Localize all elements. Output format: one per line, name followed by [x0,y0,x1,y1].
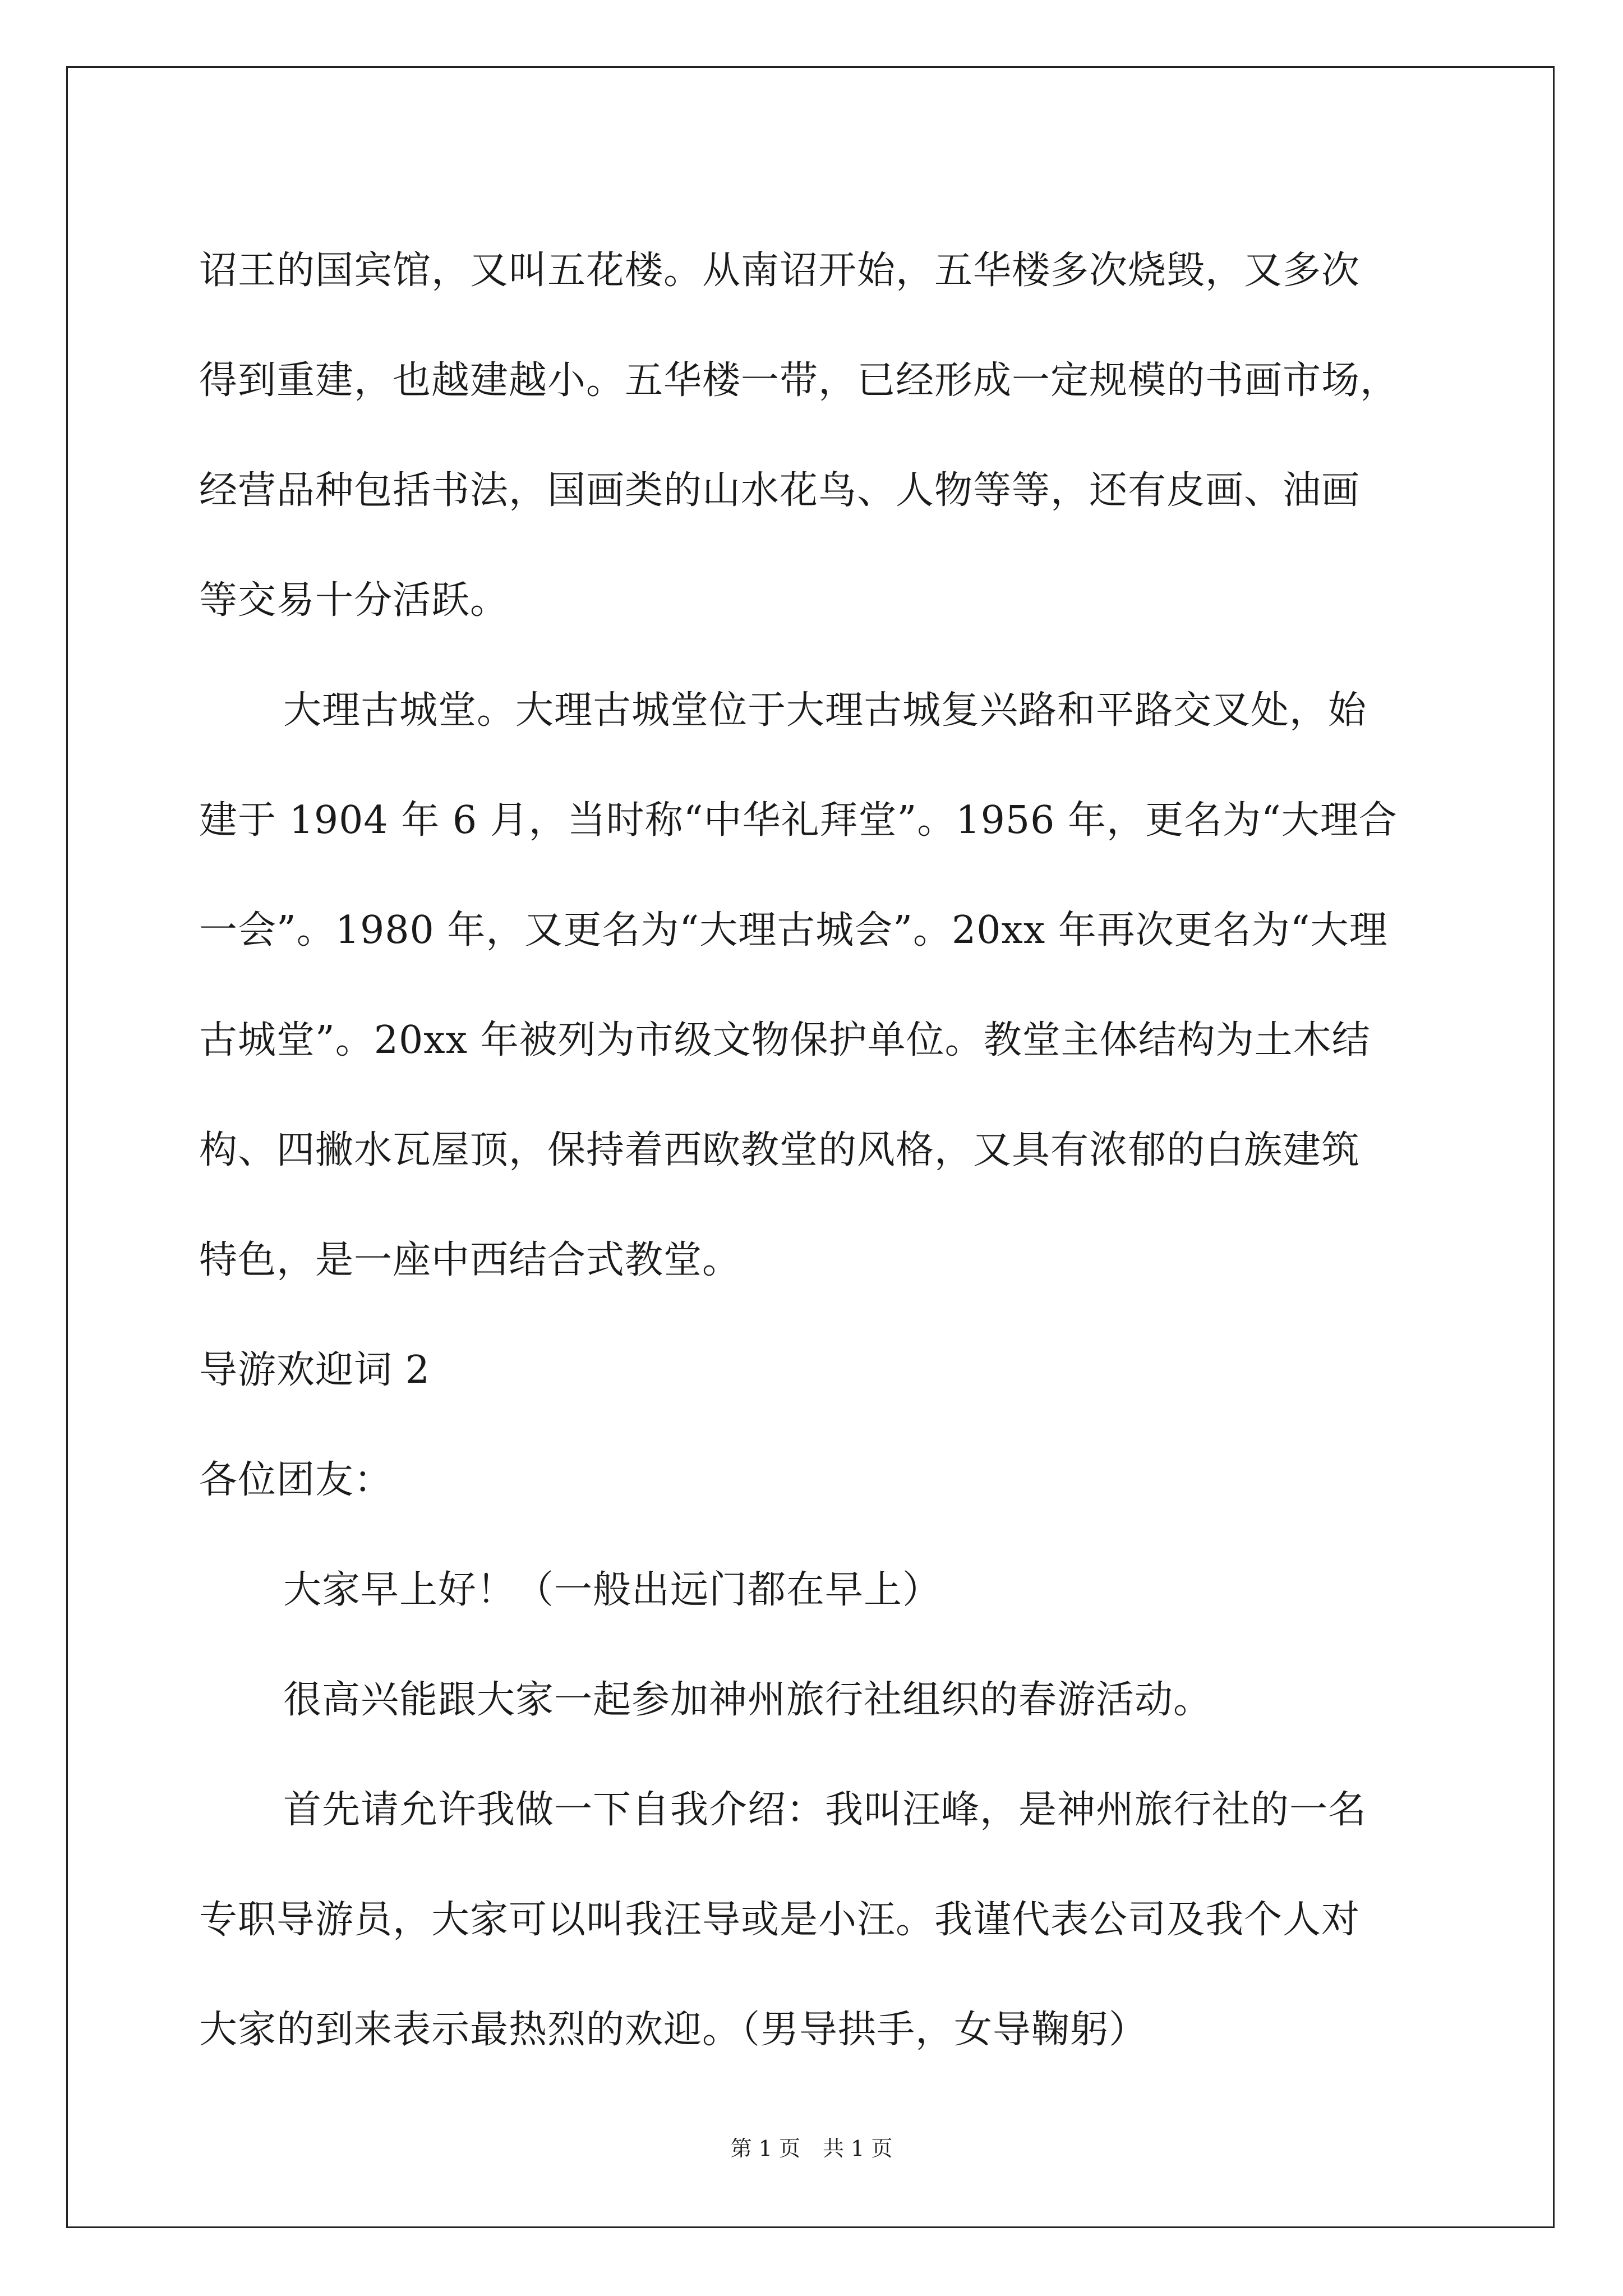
paragraph-first-line: 首先请允许我做一下自我介绍：我叫汪峰，是神州旅行社的一名 [283,1788,1367,1832]
paragraph-first-line: 大理古城堂。大理古城堂位于大理古城复兴路和平路交叉处，始 [283,688,1367,733]
salutation: 各位团友： [199,1458,393,1502]
text-line: 经营品种包括书法，国画类的山水花鸟、人物等等，还有皮画、油画 [199,468,1361,513]
text-line: 一会”。1980 年，又更名为“大理古城会”。20xx 年再次更名为“大理 [199,908,1388,953]
text-line: 古城堂”。20xx 年被列为市级文物保护单位。教堂主体结构为土木结 [199,1018,1371,1062]
text-line: 建于 1904 年 6 月，当时称“中华礼拜堂”。1956 年，更名为“大理合 [199,798,1398,843]
text-line: 专职导游员，大家可以叫我汪导或是小汪。我谨代表公司及我个人对 [199,1898,1361,1942]
paragraph-first-line: 很高兴能跟大家一起参加神州旅行社组织的春游活动。 [283,1678,1212,1722]
page-footer [0,2134,1623,2162]
text-line: 构、四撇水瓦屋顶，保持着西欧教堂的风格，又具有浓郁的白族建筑 [199,1128,1361,1172]
text-line: 得到重建，也越建越小。五华楼一带，已经形成一定规模的书画市场， [199,358,1399,403]
text-line: 特色，是一座中西结合式教堂。 [199,1238,741,1282]
text-line: 大家的到来表示最热烈的欢迎。（男导拱手，女导鞠躬） [199,2008,1148,2052]
document-body [199,216,1450,2085]
text-line: 等交易十分活跃。 [199,578,509,623]
text-line: 诏王的国宾馆，又叫五花楼。从南诏开始，五华楼多次烧毁，又多次 [199,249,1361,293]
page-total: 共 1 页 [823,2136,893,2161]
page-number: 第 1 页 [730,2136,800,2161]
paragraph-first-line: 大家早上好！（一般出远门都在早上） [283,1568,942,1612]
section-heading: 导游欢迎词 2 [199,1348,430,1392]
